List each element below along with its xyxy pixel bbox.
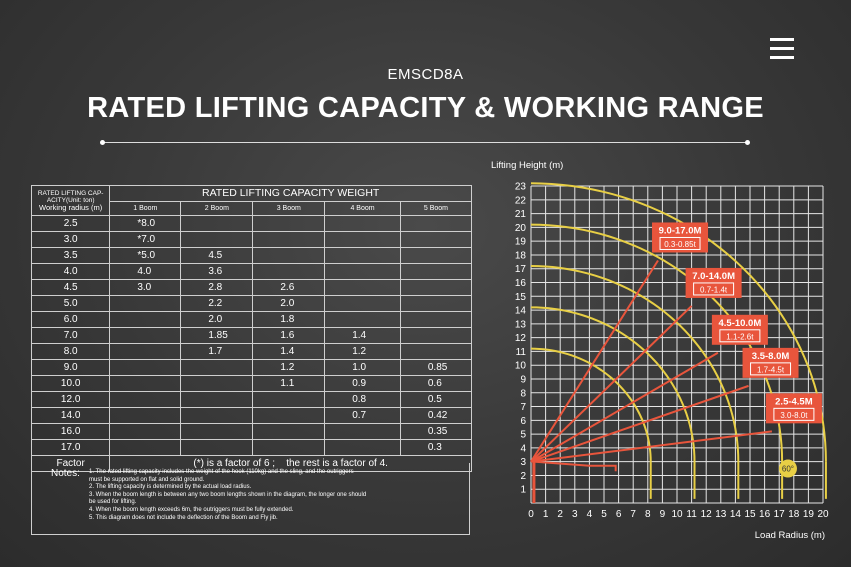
note-line: 4. When the boom length exceeds 6m, the outriggers must be fully extended. bbox=[89, 506, 294, 513]
capacity-cell bbox=[400, 312, 471, 328]
note-line: 2. The lifting capacity is determined by the actual load radius. bbox=[89, 484, 252, 491]
x-tick-label: 7 bbox=[630, 509, 636, 520]
radius-cell: 16.0 bbox=[32, 424, 110, 440]
y-tick-label: 20 bbox=[514, 222, 526, 234]
table-row bbox=[32, 376, 472, 392]
capacity-cell bbox=[110, 344, 181, 360]
capacity-cell: 1.4 bbox=[325, 328, 401, 344]
table-title: RATED LIFTING CAPACITY WEIGHT bbox=[110, 186, 472, 202]
capacity-cell bbox=[110, 440, 181, 456]
capacity-cell: 0.9 bbox=[325, 376, 401, 392]
capacity-cell: 3.6 bbox=[181, 264, 253, 280]
note-line: 3. When the boom length is between any two boom lengths shown in the diagram, the longer one should bbox=[89, 491, 367, 498]
table-row bbox=[32, 264, 472, 280]
capacity-cell: 1.8 bbox=[253, 312, 325, 328]
y-tick-label: 23 bbox=[514, 181, 526, 193]
radius-cell: 6.0 bbox=[32, 312, 110, 328]
y-tick-label: 4 bbox=[520, 443, 526, 455]
capacity-cell bbox=[181, 440, 253, 456]
table-row bbox=[32, 440, 472, 456]
capacity-cell bbox=[325, 424, 401, 440]
table-row bbox=[32, 328, 472, 344]
capacity-cell bbox=[325, 216, 401, 232]
radius-cell: 8.0 bbox=[32, 344, 110, 360]
capacity-cell: 1.6 bbox=[253, 328, 325, 344]
y-tick-label: 19 bbox=[514, 236, 526, 248]
boom-length-label: 9.0-17.0M bbox=[658, 225, 702, 237]
radius-cell: 2.5 bbox=[32, 216, 110, 232]
capacity-cell bbox=[253, 392, 325, 408]
x-tick-label: 13 bbox=[715, 509, 727, 520]
capacity-cell: *7.0 bbox=[110, 232, 181, 248]
x-tick-label: 15 bbox=[744, 509, 756, 520]
capacity-cell bbox=[325, 296, 401, 312]
note-line: 5. This diagram does not include the deflection of the Boom and Fly jib. bbox=[89, 514, 278, 521]
x-tick-label: 8 bbox=[645, 509, 651, 520]
capacity-cell: 0.85 bbox=[400, 360, 471, 376]
capacity-cell bbox=[400, 280, 471, 296]
x-tick-label: 11 bbox=[686, 509, 697, 520]
factor-text: (*) is a factor of 6 ; the rest is a factor of 4. bbox=[110, 456, 472, 472]
capacity-cell bbox=[253, 264, 325, 280]
x-tick-label: 6 bbox=[615, 509, 622, 520]
boom-header-1: 1 Boom bbox=[110, 202, 181, 216]
capacity-cell: 2.8 bbox=[181, 280, 253, 296]
y-axis-label: Lifting Height (m) bbox=[491, 160, 564, 171]
boom-capacity-label: 1.7-4.5t bbox=[756, 365, 785, 375]
boom-capacity-label: 0.3-0.85t bbox=[664, 239, 696, 249]
capacity-cell bbox=[110, 312, 181, 328]
x-tick-label: 14 bbox=[729, 509, 741, 520]
radius-cell: 4.0 bbox=[32, 264, 110, 280]
boom-header-2: 2 Boom bbox=[181, 202, 253, 216]
radius-cell: 3.5 bbox=[32, 248, 110, 264]
x-tick-label: 10 bbox=[671, 509, 683, 520]
capacity-cell: 2.6 bbox=[253, 280, 325, 296]
table-row bbox=[32, 424, 472, 440]
x-tick-label: 4 bbox=[586, 509, 593, 520]
capacity-cell bbox=[325, 264, 401, 280]
table-row bbox=[32, 360, 472, 376]
boom-length-label: 7.0-14.0M bbox=[692, 270, 735, 282]
factor-label: Factor bbox=[32, 456, 110, 472]
capacity-cell bbox=[110, 296, 181, 312]
notes-box bbox=[31, 463, 470, 535]
capacity-cell bbox=[325, 232, 401, 248]
capacity-cell: 1.2 bbox=[253, 360, 325, 376]
menu-icon[interactable] bbox=[770, 38, 794, 60]
y-tick-label: 14 bbox=[514, 305, 526, 317]
y-tick-label: 11 bbox=[515, 346, 526, 358]
y-tick-label: 8 bbox=[520, 388, 526, 400]
boom-length-label: 2.5-4.5M bbox=[775, 396, 813, 408]
capacity-cell bbox=[253, 232, 325, 248]
capacity-cell: *5.0 bbox=[110, 248, 181, 264]
capacity-cell bbox=[253, 424, 325, 440]
capacity-cell bbox=[181, 376, 253, 392]
capacity-cell bbox=[110, 328, 181, 344]
capacity-cell bbox=[181, 408, 253, 424]
x-tick-label: 0 bbox=[528, 509, 534, 520]
x-tick-label: 19 bbox=[802, 509, 814, 520]
x-tick-label: 17 bbox=[773, 509, 785, 520]
capacity-cell: 2.2 bbox=[181, 296, 253, 312]
capacity-cell: 1.7 bbox=[181, 344, 253, 360]
boom-line bbox=[531, 260, 658, 461]
capacity-cell bbox=[400, 296, 471, 312]
capacity-cell bbox=[181, 216, 253, 232]
boom-header-4: 4 Boom bbox=[325, 202, 401, 216]
capacity-table bbox=[31, 185, 472, 472]
note-line: be used for lifting. bbox=[89, 499, 137, 506]
capacity-cell: 2.0 bbox=[181, 312, 253, 328]
y-tick-label: 1 bbox=[520, 484, 526, 496]
boom-length-label: 3.5-8.0M bbox=[751, 350, 790, 362]
capacity-cell: 0.35 bbox=[400, 424, 471, 440]
radius-cell: 4.5 bbox=[32, 280, 110, 296]
notes-text bbox=[89, 469, 464, 522]
table-row bbox=[32, 248, 472, 264]
x-tick-label: 18 bbox=[788, 509, 800, 520]
y-tick-label: 18 bbox=[514, 250, 526, 262]
capacity-cell bbox=[181, 424, 253, 440]
x-axis-label: Load Radius (m) bbox=[754, 530, 825, 541]
capacity-cell: 0.6 bbox=[400, 376, 471, 392]
capacity-cell bbox=[253, 440, 325, 456]
page-title: RATED LIFTING CAPACITY & WORKING RANGE bbox=[87, 92, 764, 124]
y-tick-label: 9 bbox=[520, 374, 526, 386]
x-tick-label: 20 bbox=[817, 509, 829, 520]
capacity-cell bbox=[110, 424, 181, 440]
note-line: 1. The rated lifting capacity includes the weight of the hook (110kg) and the sling, and the outriggers bbox=[89, 469, 354, 475]
capacity-cell bbox=[325, 312, 401, 328]
capacity-cell bbox=[181, 232, 253, 248]
y-tick-label: 7 bbox=[520, 402, 526, 414]
capacity-cell: 1.85 bbox=[181, 328, 253, 344]
angle-label: 60° bbox=[781, 464, 795, 474]
table-row bbox=[32, 280, 472, 296]
boom-header-5: 5 Boom bbox=[400, 202, 471, 216]
working-range-chart bbox=[485, 150, 845, 550]
capacity-cell: 3.0 bbox=[110, 280, 181, 296]
table-row bbox=[32, 392, 472, 408]
table-body bbox=[32, 216, 472, 456]
capacity-cell bbox=[400, 248, 471, 264]
capacity-cell bbox=[181, 360, 253, 376]
y-tick-label: 21 bbox=[514, 209, 526, 221]
capacity-cell: *8.0 bbox=[110, 216, 181, 232]
x-tick-label: 9 bbox=[659, 509, 666, 520]
table-corner-header: RATED LIFTING CAP- ACITY(Unit: ton) Working radius (m) bbox=[32, 186, 110, 216]
y-tick-label: 13 bbox=[514, 319, 526, 331]
capacity-cell: 0.42 bbox=[400, 408, 471, 424]
x-tick-label: 16 bbox=[759, 509, 771, 520]
y-tick-label: 6 bbox=[520, 415, 526, 427]
notes-label: Notes: bbox=[51, 468, 80, 479]
capacity-cell bbox=[400, 344, 471, 360]
capacity-cell bbox=[400, 328, 471, 344]
capacity-cell: 0.8 bbox=[325, 392, 401, 408]
y-tick-label: 15 bbox=[514, 291, 526, 303]
capacity-cell bbox=[253, 408, 325, 424]
y-tick-label: 2 bbox=[520, 470, 526, 482]
radius-cell: 14.0 bbox=[32, 408, 110, 424]
capacity-cell bbox=[325, 280, 401, 296]
capacity-cell bbox=[253, 248, 325, 264]
capacity-cell bbox=[400, 216, 471, 232]
capacity-cell bbox=[400, 232, 471, 248]
capacity-cell: 1.4 bbox=[253, 344, 325, 360]
table-row bbox=[32, 344, 472, 360]
radius-cell: 7.0 bbox=[32, 328, 110, 344]
y-tick-label: 3 bbox=[520, 457, 526, 469]
radius-cell: 17.0 bbox=[32, 440, 110, 456]
note-line: must be supported on flat and solid ground. bbox=[89, 476, 205, 483]
boom-line bbox=[531, 306, 692, 462]
y-tick-label: 16 bbox=[514, 278, 526, 290]
radius-cell: 12.0 bbox=[32, 392, 110, 408]
capacity-cell: 1.1 bbox=[253, 376, 325, 392]
capacity-cell: 0.5 bbox=[400, 392, 471, 408]
table-row bbox=[32, 232, 472, 248]
table-row bbox=[32, 216, 472, 232]
radius-cell: 5.0 bbox=[32, 296, 110, 312]
y-tick-label: 10 bbox=[514, 360, 526, 372]
capacity-cell bbox=[325, 248, 401, 264]
capacity-cell: 2.0 bbox=[253, 296, 325, 312]
capacity-cell: 1.2 bbox=[325, 344, 401, 360]
title-divider bbox=[102, 142, 748, 143]
radius-cell: 9.0 bbox=[32, 360, 110, 376]
capacity-cell bbox=[110, 408, 181, 424]
model-name: EMSCD8A bbox=[387, 66, 464, 83]
table-row bbox=[32, 312, 472, 328]
boom-capacity-label: 0.7-1.4t bbox=[700, 285, 728, 295]
capacity-cell: 4.0 bbox=[110, 264, 181, 280]
y-tick-label: 22 bbox=[514, 195, 526, 207]
table-row bbox=[32, 296, 472, 312]
radius-cell: 3.0 bbox=[32, 232, 110, 248]
y-tick-label: 17 bbox=[514, 264, 526, 276]
boom-length-label: 4.5-10.0M bbox=[718, 317, 762, 329]
radius-cell: 10.0 bbox=[32, 376, 110, 392]
capacity-cell bbox=[253, 216, 325, 232]
capacity-cell bbox=[325, 440, 401, 456]
y-tick-label: 12 bbox=[514, 333, 526, 345]
boom-header-3: 3 Boom bbox=[253, 202, 325, 216]
table-row bbox=[32, 408, 472, 424]
capacity-cell bbox=[110, 360, 181, 376]
y-tick-label: 5 bbox=[520, 429, 526, 441]
capacity-cell bbox=[110, 392, 181, 408]
capacity-cell bbox=[110, 376, 181, 392]
x-tick-label: 12 bbox=[700, 509, 712, 520]
boom-capacity-label: 1.1-2.6t bbox=[726, 332, 754, 342]
boom-capacity-label: 3.0-8.0t bbox=[780, 410, 808, 420]
capacity-cell: 1.0 bbox=[325, 360, 401, 376]
capacity-cell bbox=[181, 392, 253, 408]
x-tick-label: 3 bbox=[572, 509, 578, 520]
capacity-cell: 0.3 bbox=[400, 440, 471, 456]
x-tick-label: 1 bbox=[542, 509, 549, 520]
capacity-cell bbox=[400, 264, 471, 280]
capacity-cell: 0.7 bbox=[325, 408, 401, 424]
capacity-cell: 4.5 bbox=[181, 248, 253, 264]
x-tick-label: 5 bbox=[601, 509, 607, 520]
x-tick-label: 2 bbox=[557, 509, 563, 520]
